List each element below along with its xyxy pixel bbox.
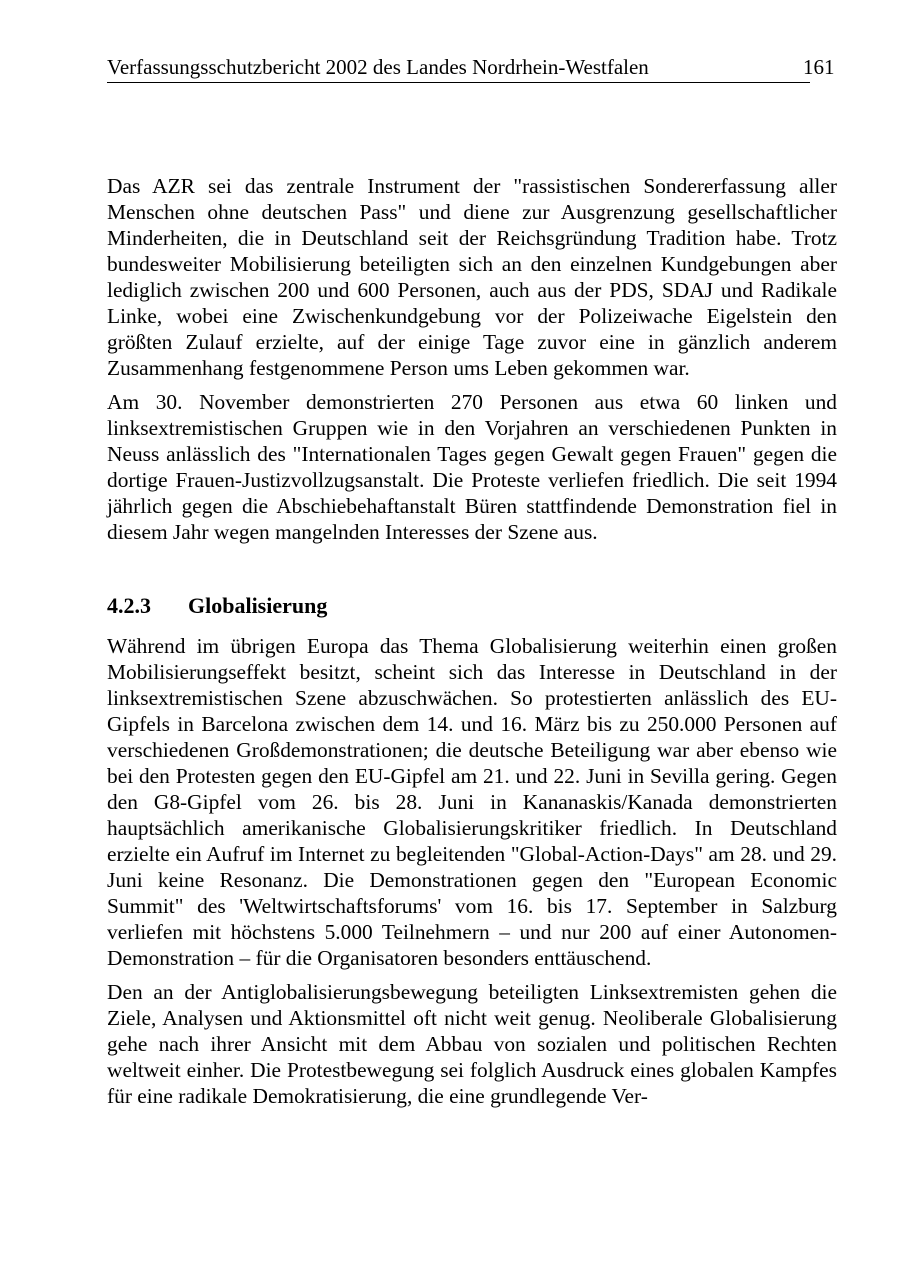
section-title: Globalisierung bbox=[188, 593, 328, 618]
header-title: Verfassungsschutzbericht 2002 des Landes Nordrhein-Westfalen bbox=[107, 55, 649, 79]
body-text bbox=[107, 173, 837, 1109]
paragraph-globalisierung-europa: Während im übrigen Europa das Thema Globalisierung weiterhin einen großen Mobilisierungseffekt besitzt, scheint sich das Interesse in Deutschland in der linksextremistischen Szene abzuschwächen. So protestierten anlässlich des EU-Gipfels in Barcelona zwischen dem 14. und 16. März bis zu 250.000 Personen auf verschiedenen Großdemonstrationen; die deutsche Beteiligung war aber ebenso wie bei den Protesten gegen den EU-Gipfel am 21. und 22. Juni in Sevilla gering. Gegen den G8-Gipfel vom 26. bis 28. Juni in Kananaskis/Kanada demonstrierten hauptsächlich amerikanische Globalisierungskritiker friedlich. In Deutschland erzielte ein Aufruf im Internet zu begleitenden "Global-Action-Days" am 28. und 29. Juni keine Resonanz. Die Demonstrationen gegen den "European Economic Summit" des 'Weltwirtschaftsforums' vom 16. bis 17. September in Salzburg verliefen mit höchstens 5.000 Teilnehmern – und nur 200 auf einer Autonomen-Demonstration – für die Organisatoren besonders enttäuschend. bbox=[107, 634, 837, 970]
section-heading bbox=[107, 593, 837, 619]
paragraph-november-demonstration: Am 30. November demonstrierten 270 Personen aus etwa 60 linken und linksextremistischen Gruppen wie in den Vorjahren an verschiedenen Punkten in Neuss anlässlich des "Internationalen Tages gegen Gewalt gegen Frauen" gegen die dortige Frauen-Justizvollzugsanstalt. Die Proteste verliefen friedlich. Die seit 1994 jährlich gegen die Abschiebehaftanstalt Büren stattfindende Demonstration fiel in diesem Jahr wegen mangelnden Interesses der Szene aus. bbox=[107, 390, 837, 544]
section-number: 4.2.3 bbox=[107, 593, 151, 618]
running-header bbox=[107, 52, 810, 83]
paragraph-antiglobalisierung: Den an der Antiglobalisierungsbewegung beteiligten Linksextremisten gehen die Ziele, Analysen und Aktionsmittel oft nicht weit genug. Neoliberale Globalisierung gehe nach ihrer Ansicht mit dem Abbau von sozialen und politischen Rechten weltweit einher. Die Protestbewegung sei folglich Ausdruck eines globalen Kampfes für eine radikale Demokratisierung, die eine grundlegende Ver- bbox=[107, 980, 837, 1108]
page-number: 161 bbox=[803, 55, 835, 79]
paragraph-azr: Das AZR sei das zentrale Instrument der "rassistischen Sondererfassung aller Menschen ohne deutschen Pass" und diene zur Ausgrenzung gesellschaftlicher Minderheiten, die in Deutschland seit der Reichsgründung Tradition habe. Trotz bundesweiter Mobilisierung beteiligten sich an den einzelnen Kundgebungen aber lediglich zwischen 200 und 600 Personen, auch aus der PDS, SDAJ und Radikale Linke, wobei eine Zwischenkundgebung vor der Polizeiwache Eigelstein den größten Zulauf erzielte, auf der einige Tage zuvor eine in gänzlich anderem Zusammenhang festgenommene Person ums Leben gekommen war. bbox=[107, 174, 837, 380]
